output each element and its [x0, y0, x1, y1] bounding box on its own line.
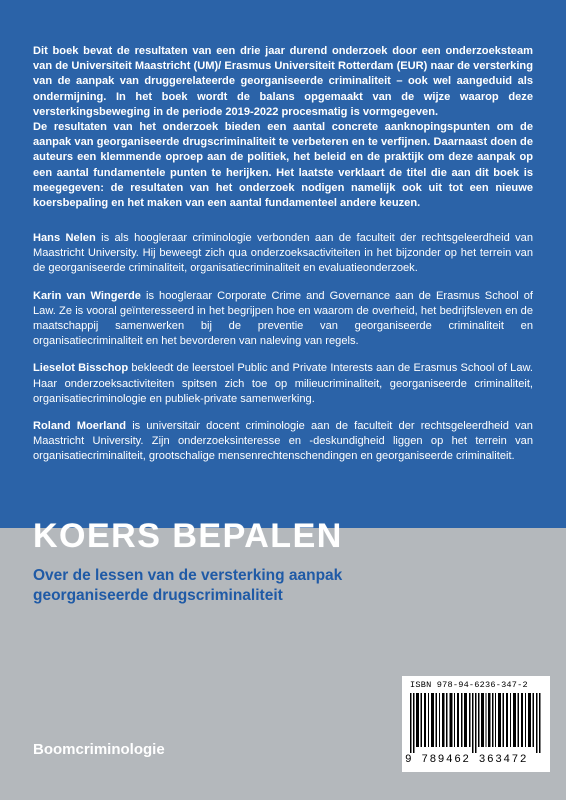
author-bio-text: is hoogleraar Corporate Crime and Governance aan de Erasmus School of Law. Ze is vooral geïnteresseerd in het begrijpen hoe en waarom de overheid, het bedrijfsleven en de maatschappij samenwerken bij de preventie van georganiseerde criminaliteit en organisatiecriminaliteit en het bevorderen van naleving van regels. — [33, 289, 533, 348]
barcode-label — [402, 676, 550, 772]
isbn-text: ISBN 978-94-6236-347-2 — [410, 680, 528, 690]
author-bio-text: bekleedt de leerstoel Public and Private Interests aan de Erasmus School of Law. Haar onderzoeksactiviteiten spitsen zich toe op milieucriminaliteit, georganiseerde criminaliteit, organisatiecriminologie en publiek-private samenwerking. — [33, 362, 533, 405]
author-bios — [33, 231, 533, 477]
author-name: Karin van Wingerde — [33, 289, 141, 302]
author-name: Roland Moerland — [33, 420, 127, 433]
blurb-paragraph: De resultaten van het onderzoek bieden een aantal concrete aanknopingspunten om de aanpak van georganiseerde drugscriminaliteit te verbeteren en te verfijnen. Daarnaast doen de auteurs een klemmende oproep aan de politiek, het beleid en de praktijk om deze aanpak op een aantal fundamentele punten te herijken. Het laatste verklaart de titel die aan dit boek is meegegeven: de resultaten van het onderzoek nodigen namelijk ook uit tot een nieuwe koersbepaling en het maken van een aantal fundamenteel andere keuzen. — [33, 121, 533, 210]
barcode-digits: 9 789462 363472 — [405, 754, 529, 766]
book-title: KOERS BEPALEN — [33, 517, 343, 555]
author-bio — [33, 361, 533, 407]
author-name: Lieselot Bisschop — [33, 362, 129, 375]
author-bio-text: is universitair docent criminologie aan de faculteit der rechtsgeleerdheid van Maastricht University. Zijn onderzoeksinteresse en -deskundigheid liggen op het terrein van organisatiecriminaliteit, grootschalige mensenrechtenschendingen en georganiseerde criminaliteit. — [33, 420, 533, 463]
publisher-logo: Boomcriminologie — [33, 741, 165, 758]
author-bio — [33, 231, 533, 277]
blurb-paragraph: Dit boek bevat de resultaten van een drie jaar durend onderzoek door een onderzoeksteam van de Universiteit Maastricht (UM)/ Erasmus Universiteit Rotterdam (EUR) naar de versterking van de aanpak van druggerelateerde georganiseerde criminaliteit – ook wel aangeduid als ondermijning. In het boek wordt de balans opgemaakt van de wijze waarop deze versterkingsbeweging in de periode 2019-2022 procesmatig is vormgegeven. — [33, 45, 533, 118]
blurb — [33, 44, 533, 211]
barcode-icon — [410, 693, 542, 753]
author-bio — [33, 289, 533, 350]
author-name: Hans Nelen — [33, 232, 96, 244]
book-subtitle: Over de lessen van de versterking aanpak georganiseerde drugscriminaliteit — [33, 567, 343, 604]
author-bio — [33, 419, 533, 465]
author-bio-text: is als hoogleraar criminologie verbonden aan de faculteit der rechtsgeleerdheid van Maastricht University. Hij beweegt zich qua onderzoeksactiviteiten in het bijzonder op het terrein van de georganiseerde criminaliteit, organisatiecriminaliteit en evaluatieonderzoek. — [33, 232, 534, 275]
